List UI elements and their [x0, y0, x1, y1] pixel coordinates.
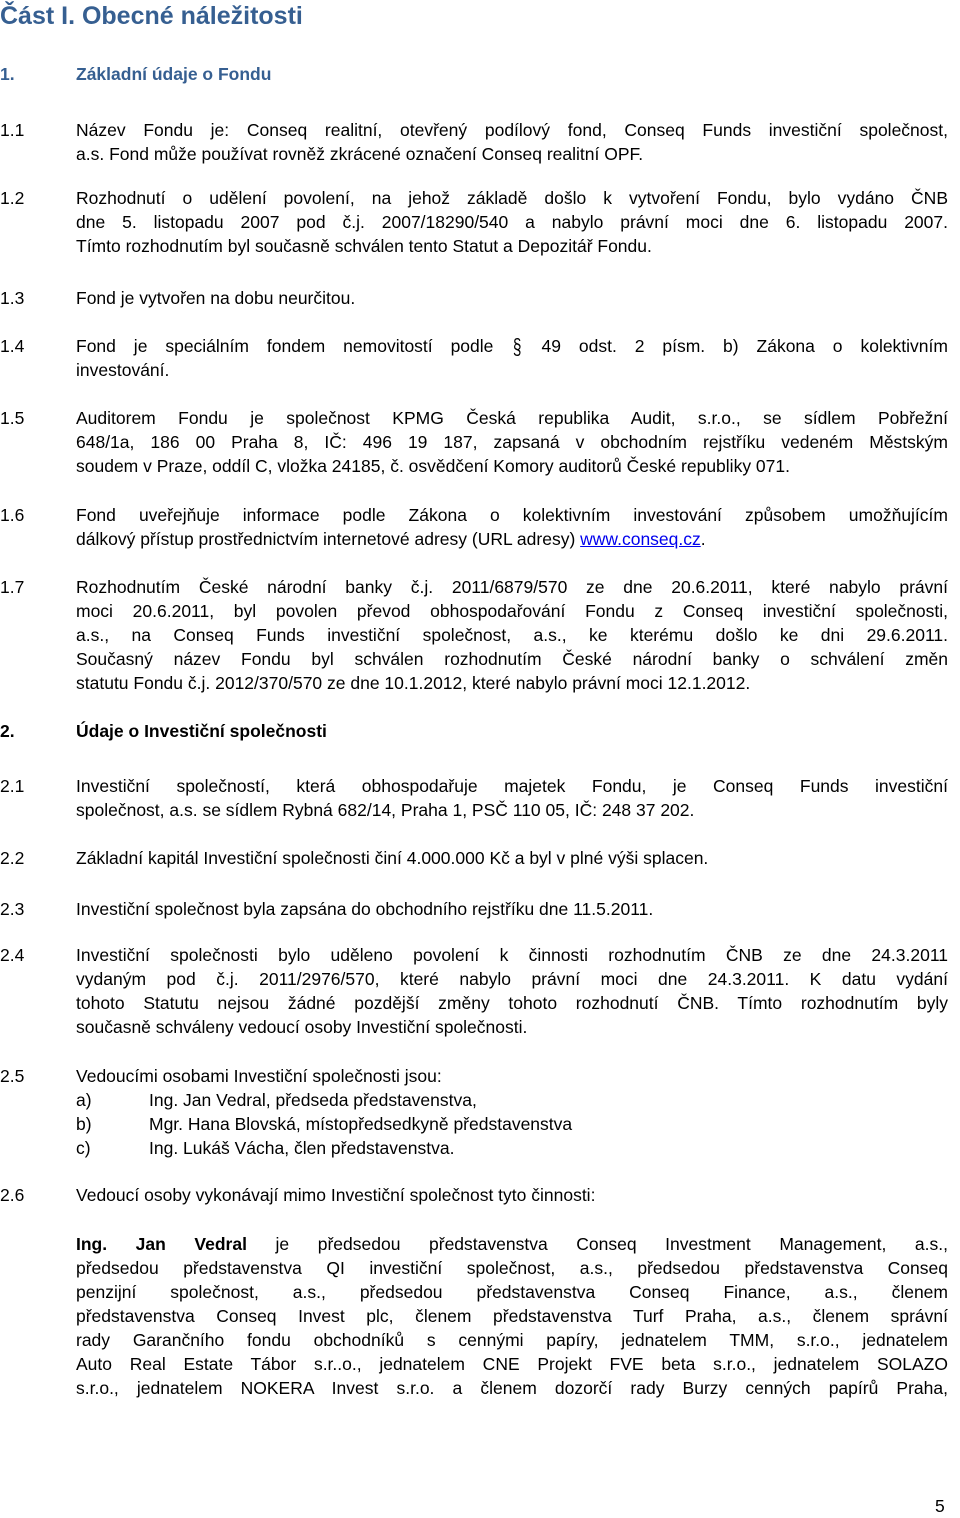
text-line: Investiční společností, která obhospodařuje majetek Fondu, je Conseq Funds investiční: [76, 776, 948, 796]
paragraph-number: 1.3: [0, 288, 25, 308]
text-line: Fond uveřejňuje informace podle Zákona o kolektivním investování způsobem umožňujícím: [76, 505, 948, 525]
page-number: 5: [935, 1496, 945, 1516]
text-line: Současný název Fondu byl schválen rozhodnutím České národní banky o schválení změn: [76, 649, 948, 669]
list-label: c): [76, 1138, 91, 1158]
paragraph-number: 1.7: [0, 577, 25, 597]
part-title: Část I. Obecné náležitosti: [0, 2, 303, 30]
text-line: 648/1a, 186 00 Praha 8, IČ: 496 19 187, zapsaná v obchodním rejstříku vedeném Městským: [76, 432, 948, 452]
text-line: Rozhodnutím České národní banky č.j. 2011/6879/570 ze dne 20.6.2011, které nabylo právní: [76, 577, 948, 597]
text-line: soudem v Praze, oddíl C, vložka 24185, č. osvědčení Komory auditorů České republiky 071.: [76, 456, 790, 476]
text-segment: je předsedou představenstva Conseq Investment Management, a.s.,: [246, 1234, 948, 1254]
paragraph-number: 1.6: [0, 505, 25, 525]
text-line: Investiční společnosti bylo uděleno povolení k činnosti rozhodnutím ČNB ze dne 24.3.2011: [76, 945, 948, 965]
text-line: vydaným pod č.j. 2011/2976/570, které nabylo právní moci dne 24.3.2011. K datu vydání: [76, 969, 948, 989]
text-line: společnost, a.s. se sídlem Rybná 682/14, Praha 1, PSČ 110 05, IČ: 248 37 202.: [76, 800, 695, 820]
text-segment: dálkový přístup prostřednictvím internetové adresy (URL adresy): [76, 529, 581, 549]
text-line: rady Garančního fondu obchodníků s cennými papíry, jednatelem TMM, s.r.o., jednatelem: [76, 1330, 948, 1350]
text-line: Vedoucími osobami Investiční společnosti jsou:: [76, 1066, 442, 1086]
paragraph-number: 2.4: [0, 945, 25, 965]
text-line: Fond je vytvořen na dobu neurčitou.: [76, 288, 356, 308]
paragraph-number: 1.4: [0, 336, 25, 356]
text-line: statutu Fondu č.j. 2012/370/570 ze dne 10.1.2012, které nabylo právní moci 12.1.2012.: [76, 673, 751, 693]
paragraph-number: 2.3: [0, 899, 25, 919]
text-line: Auto Real Estate Tábor s.r..o., jednatelem CNE Projekt FVE beta s.r.o., jednatelem SOLAZO: [76, 1354, 948, 1374]
text-line: investování.: [76, 360, 170, 380]
person-name: Ing. Jan Vedral: [76, 1234, 247, 1254]
text-line: penzijní společnost, a.s., předsedou představenstva Conseq Finance, a.s., členem: [76, 1282, 948, 1302]
website-link[interactable]: www.conseq.cz: [580, 529, 701, 549]
list-item: [76, 1112, 948, 1136]
list-item: [76, 1136, 948, 1160]
section-1-number: 1.: [0, 64, 15, 84]
paragraph-number: 2.1: [0, 776, 25, 796]
paragraph-number: 1.1: [0, 120, 25, 140]
text-line: dne 5. listopadu 2007 pod č.j. 2007/18290/540 a nabylo právní moci dne 6. listopadu 2007.: [76, 212, 948, 232]
text-line: představenstva Conseq Invest plc, členem představenstva Turf Praha, a.s., členem správní: [76, 1306, 948, 1326]
text-line: Rozhodnutí o udělení povolení, na jehož základě došlo k vytvoření Fondu, bylo vydáno ČNB: [76, 188, 948, 208]
list-text: Ing. Jan Vedral, předseda představenstva,: [149, 1090, 477, 1110]
list-label: b): [76, 1114, 92, 1134]
text-line: současně schváleny vedoucí osoby Investiční společnosti.: [76, 1017, 528, 1037]
text-line: Vedoucí osoby vykonávají mimo Investiční společnost tyto činnosti:: [76, 1185, 596, 1205]
text-line: předsedou představenstva QI investiční společnost, a.s., předsedou představenstva Conseq: [76, 1258, 948, 1278]
text-line: Název Fondu je: Conseq realitní, otevřený podílový fond, Conseq Funds investiční společnost,: [76, 120, 948, 140]
text-line: tohoto Statutu nejsou žádné pozdější změny tohoto rozhodnutí ČNB. Tímto rozhodnutím byly: [76, 993, 948, 1013]
paragraph-number: 2.6: [0, 1185, 25, 1205]
text-line: s.r.o., jednatelem NOKERA Invest s.r.o. a členem dozorčí rady Burzy cenných papírů Praha,: [76, 1378, 948, 1398]
paragraph-number: 2.5: [0, 1066, 25, 1086]
list-text: Ing. Lukáš Vácha, člen představenstva.: [149, 1138, 455, 1158]
text-line: Auditorem Fondu je společnost KPMG Česká republika Audit, s.r.o., se sídlem Pobřežní: [76, 408, 948, 428]
text-line: Investiční společnost byla zapsána do obchodního rejstříku dne 11.5.2011.: [76, 899, 654, 919]
paragraph-number: 1.2: [0, 188, 25, 208]
text-line: moci 20.6.2011, byl povolen převod obhospodařování Fondu z Conseq investiční společnosti,: [76, 601, 948, 621]
section-1-title: Základní údaje o Fondu: [76, 64, 272, 84]
text-segment: .: [700, 529, 706, 549]
text-line: Tímto rozhodnutím byl současně schválen tento Statut a Depozitář Fondu.: [76, 236, 652, 256]
text-line: a.s., na Conseq Funds investiční společnost, a.s., ke kterému došlo ke dni 29.6.2011.: [76, 625, 948, 645]
section-2-number: 2.: [0, 721, 15, 741]
text-line: [76, 527, 948, 551]
text-line: Základní kapitál Investiční společnosti činí 4.000.000 Kč a byl v plné výši splacen.: [76, 848, 709, 868]
list-text: Mgr. Hana Blovská, místopředsedkyně představenstva: [149, 1114, 573, 1134]
section-2-title: Údaje o Investiční společnosti: [76, 721, 327, 741]
list-label: a): [76, 1090, 92, 1110]
text-line: [76, 334, 948, 358]
paragraph-number: 2.2: [0, 848, 25, 868]
text-line: [76, 1232, 948, 1256]
text-segment: 49 odst. 2 písm. b) Zákona o kolektivním: [541, 336, 948, 356]
list-item: [76, 1088, 948, 1112]
text-line: a.s. Fond může používat rovněž zkrácené označení Conseq realitní OPF.: [76, 144, 644, 164]
text-segment: Fond je speciálním fondem nemovitostí podle: [76, 336, 494, 356]
section-sign-glyph: §: [513, 334, 522, 359]
paragraph-number: 1.5: [0, 408, 25, 428]
